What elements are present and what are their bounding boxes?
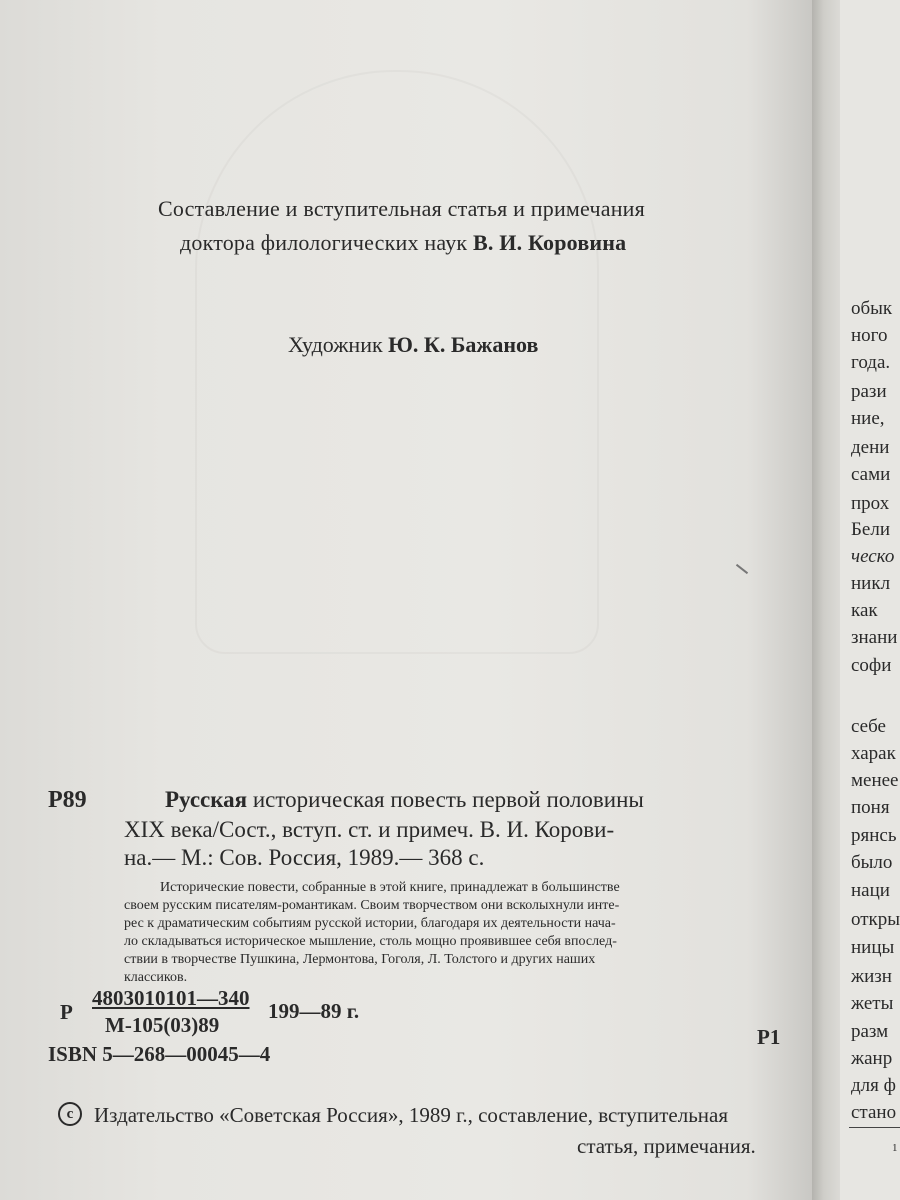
artist-name: Ю. К. Бажанов	[388, 332, 539, 357]
right-page-line: ницы	[851, 937, 895, 958]
classification-year-code: 199—89 г.	[268, 999, 360, 1023]
isbn: ISBN 5—268—00045—4	[48, 1042, 271, 1066]
artist-credit	[288, 332, 538, 358]
credits-line: Составление и вступительная статья и примечания	[158, 196, 645, 221]
right-page-line: поня	[851, 797, 890, 818]
right-page-line: прох	[851, 493, 890, 514]
right-page-line: года.	[851, 352, 891, 373]
right-page-line: ние,	[851, 408, 885, 429]
right-page-line: софи	[851, 655, 892, 676]
annotation-line: рес к драматическим событиям русской истории, благодаря их деятельности нача-	[124, 916, 616, 931]
footnote-rule	[849, 1127, 900, 1128]
right-page-line: для ф	[851, 1075, 896, 1096]
right-page-line: менее	[851, 770, 899, 791]
book-gutter	[812, 0, 842, 1200]
right-page-line: стано	[851, 1102, 897, 1123]
right-page-line: дени	[851, 437, 890, 458]
right-page-line: рази	[851, 381, 887, 402]
right-page-line: ческо	[851, 546, 895, 567]
credits-author-line	[180, 230, 626, 256]
title-lead-word: Русская	[165, 787, 248, 812]
right-page-line: жанр	[851, 1048, 893, 1069]
annotation-line: Исторические повести, собранные в этой книге, принадлежат в большинстве	[160, 880, 620, 895]
compiler-name: В. И. Коровина	[473, 230, 627, 255]
credits-prefix: доктора филологических наук	[180, 230, 473, 255]
ink-mark	[736, 564, 748, 574]
classification-letter: Р	[60, 1000, 73, 1024]
annotation-line: своем русским писателям-романтикам. Своим творчеством они всколыхнули инте-	[124, 898, 620, 913]
right-page-line: никл	[851, 573, 891, 594]
artist-prefix: Художник	[288, 332, 389, 357]
annotation-line: классиков.	[124, 970, 188, 985]
copyright-icon: c	[58, 1102, 82, 1126]
bibliographic-line-3: на.— М.: Сов. Россия, 1989.— 368 с.	[124, 845, 485, 870]
right-page-line: наци	[851, 880, 890, 901]
right-page-line: откры	[851, 909, 900, 930]
bibliographic-line-2: XIX века/Сост., вступ. ст. и примеч. В. И. Корови-	[124, 817, 615, 842]
right-page-line: жеты	[851, 993, 894, 1014]
bibliographic-title-line	[165, 787, 644, 813]
right-page-line: сами	[851, 464, 891, 485]
catalog-code: Р89	[48, 787, 87, 813]
copyright-line: Издательство «Советская Россия», 1989 г., составление, вступительная	[94, 1103, 728, 1127]
classification-denominator: М-105(03)89	[105, 1013, 220, 1037]
right-page-line: жизн	[851, 966, 892, 987]
right-page-line: Бели	[851, 519, 890, 540]
right-page-line: харак	[851, 743, 896, 764]
right-page-line: ного	[851, 325, 888, 346]
right-page-line: себе	[851, 716, 886, 737]
annotation-line: ло складываться историческое мышление, столь мощно проявившее себя впослед-	[124, 934, 617, 949]
title-rest: историческая повесть первой половины	[247, 787, 644, 812]
classification-numerator: 4803010101—340	[92, 986, 250, 1010]
right-page-line: разм	[851, 1021, 889, 1042]
copyright-line-2: статья, примечания.	[577, 1134, 756, 1158]
classification-section: Р1	[757, 1025, 781, 1049]
right-page-line: рянсь	[851, 825, 897, 846]
right-page-line: как	[851, 600, 878, 621]
right-page-line: было	[851, 852, 893, 873]
footnote-mark: 1	[892, 1142, 898, 1154]
annotation-line: ствии в творчестве Пушкина, Лермонтова, Гоголя, Л. Толстого и других наших	[124, 952, 596, 967]
right-page-line: знани	[851, 627, 898, 648]
right-page-line: обык	[851, 298, 893, 319]
show-through-illustration	[195, 70, 599, 654]
